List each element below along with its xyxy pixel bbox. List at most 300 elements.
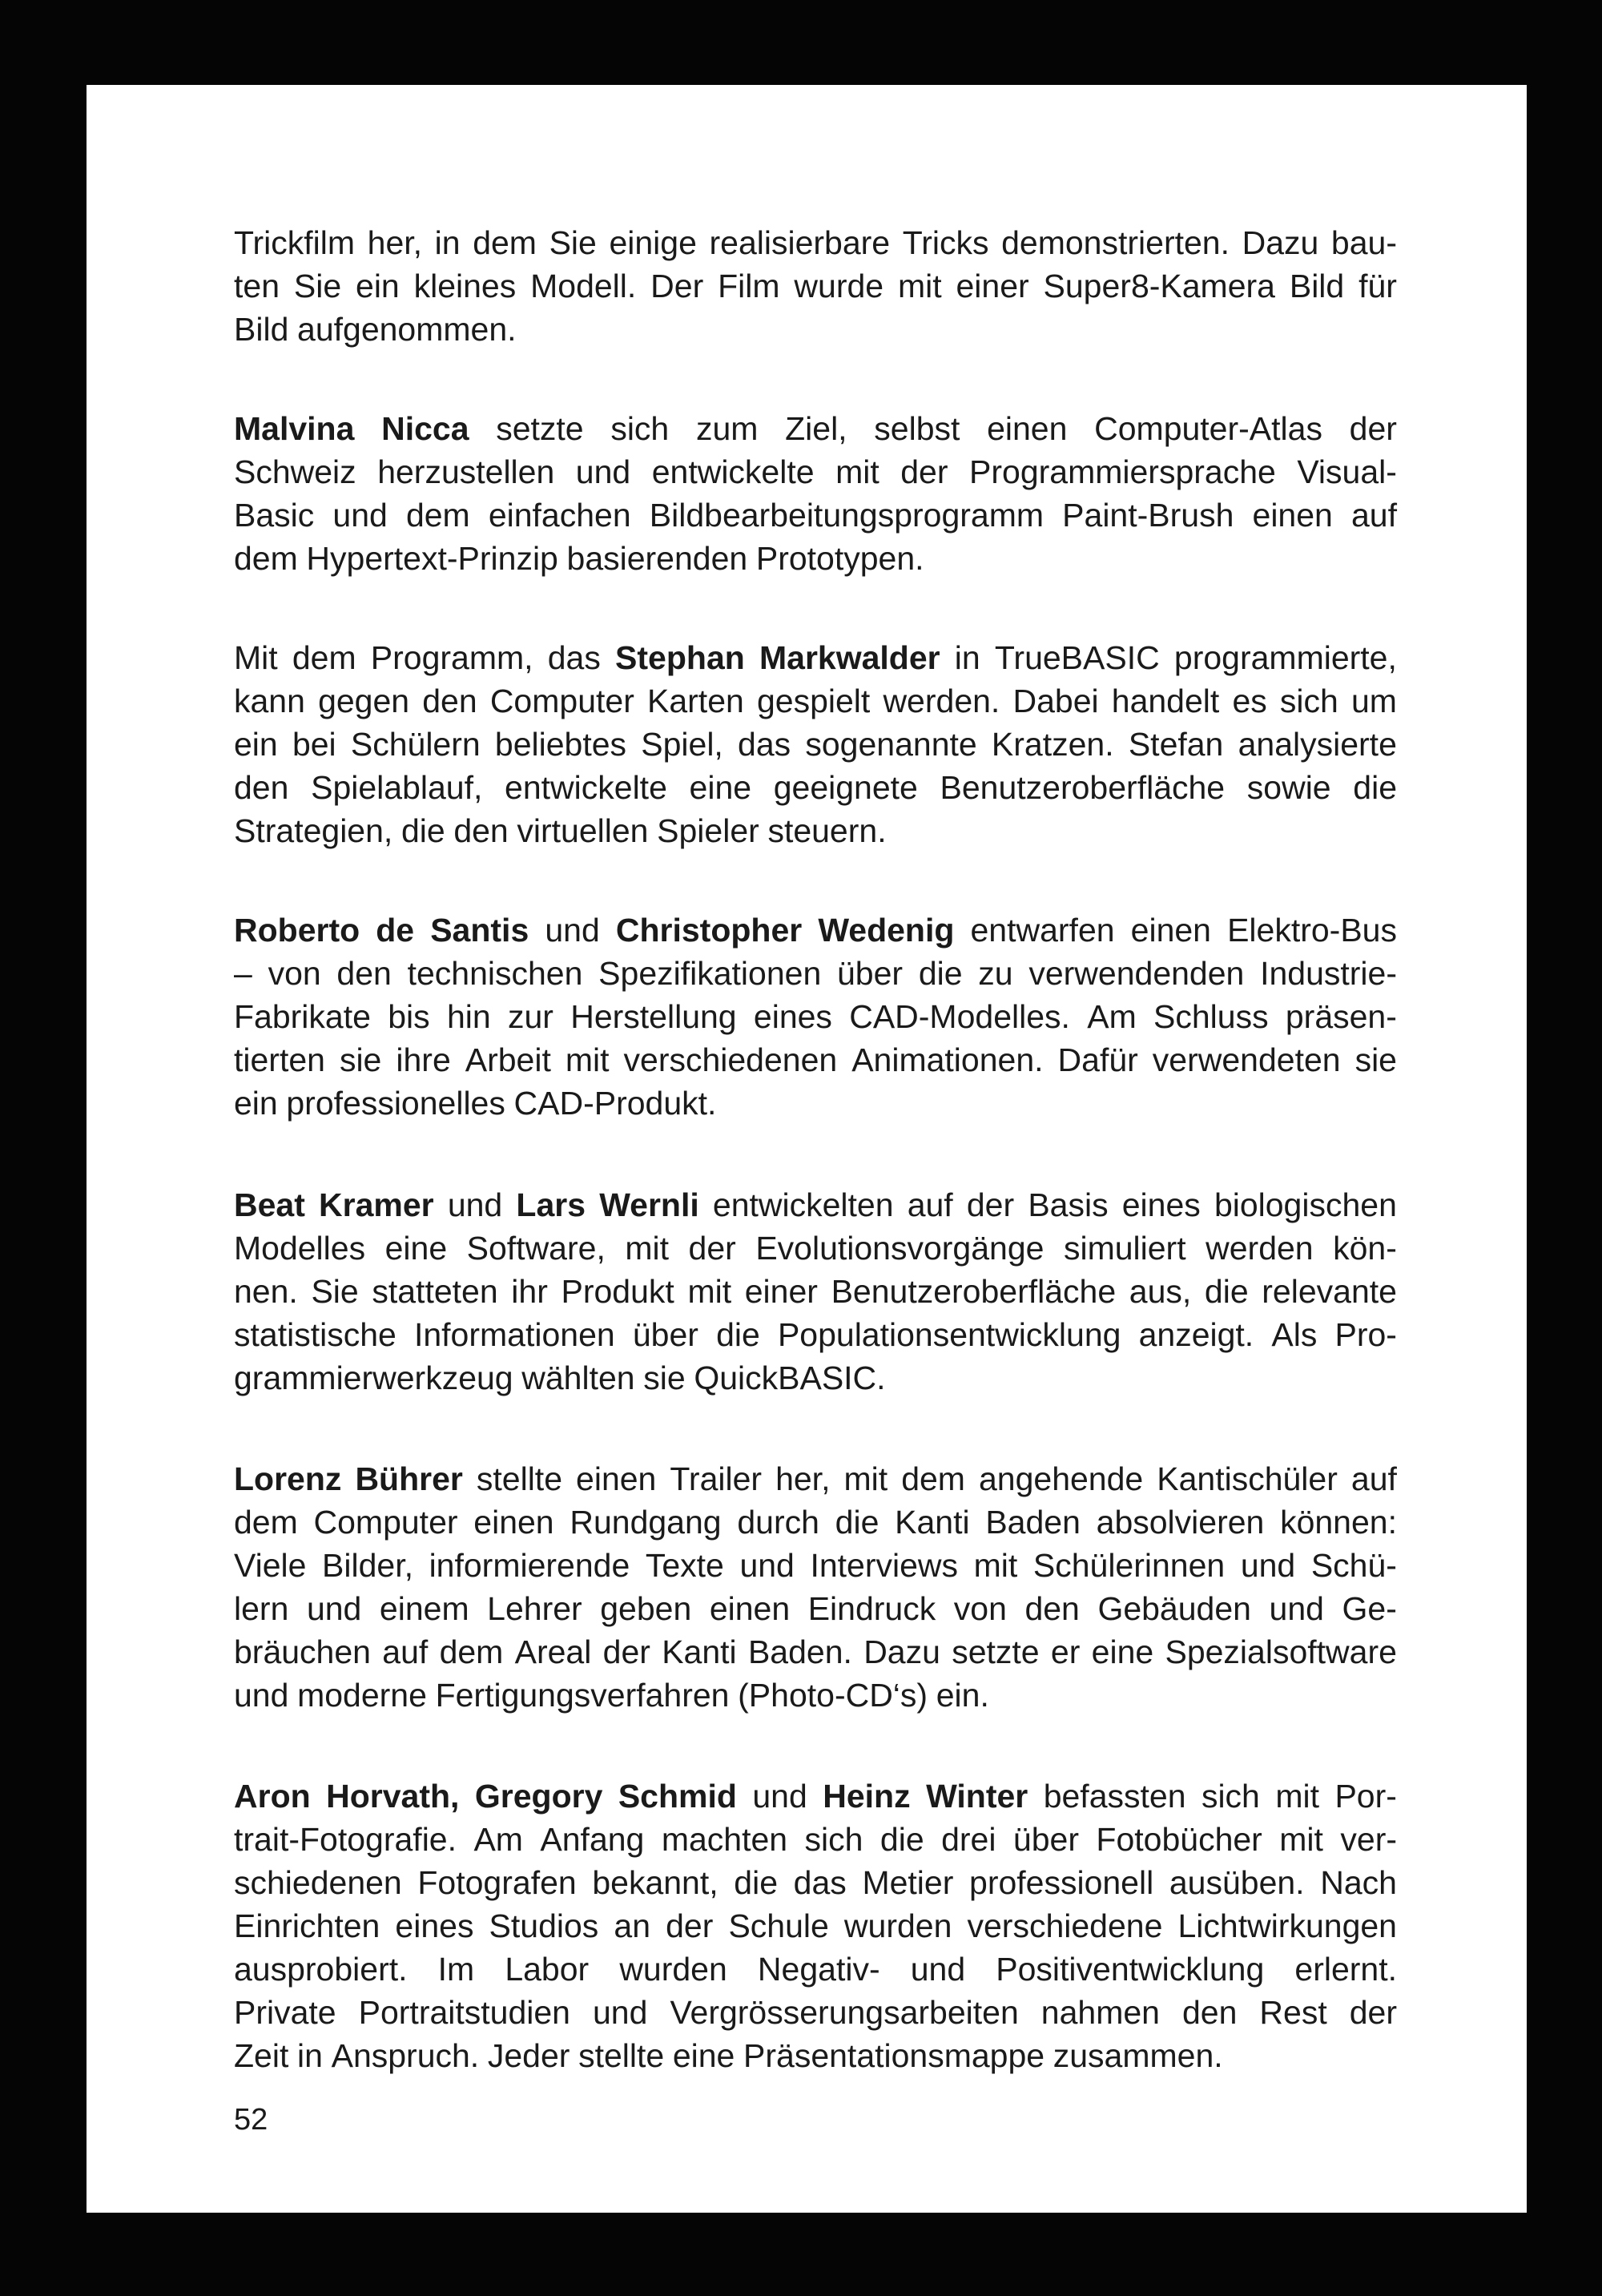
body-text: statteten <box>372 1273 498 1310</box>
body-text: Nach <box>1320 1864 1397 1901</box>
word <box>234 1270 298 1313</box>
bold-name-text: Roberto <box>234 912 360 949</box>
body-text: geben <box>600 1590 692 1627</box>
body-text: (Photo-CD‘s) <box>738 1677 928 1714</box>
body-text: handelt <box>1111 683 1220 719</box>
body-text: eine <box>689 769 752 806</box>
word <box>974 1544 1018 1587</box>
word <box>687 1270 731 1313</box>
body-text: und <box>306 1590 362 1627</box>
body-text: und <box>1240 1547 1296 1584</box>
word <box>292 723 336 766</box>
text-line <box>234 679 1397 723</box>
body-text: Einrichten <box>234 1907 380 1944</box>
body-text: Strategien, <box>234 812 393 849</box>
body-text: dem <box>234 540 298 577</box>
word <box>603 1630 650 1674</box>
word <box>371 636 533 679</box>
body-text: bis <box>388 998 430 1035</box>
body-text: in <box>434 224 461 261</box>
word <box>941 1818 996 1861</box>
body-text: Karten <box>647 683 744 719</box>
text-line <box>234 1774 1397 1818</box>
bold-name-text: Wedenig <box>818 912 955 949</box>
body-text: einer <box>956 268 1029 304</box>
word <box>286 1082 505 1125</box>
word <box>326 1774 459 1818</box>
word <box>473 1818 523 1861</box>
body-text: professionelles <box>286 1085 505 1122</box>
body-text: herzustellen <box>377 453 555 490</box>
body-text: Software, <box>466 1230 606 1267</box>
word <box>936 1674 989 1717</box>
word <box>592 1861 718 1904</box>
word <box>311 766 482 809</box>
word <box>380 1587 469 1630</box>
body-text: und <box>739 1547 795 1584</box>
word <box>234 493 314 537</box>
word <box>1129 723 1224 766</box>
body-text: Fertigungsverfahren <box>435 1677 730 1714</box>
word <box>996 1948 1264 1991</box>
body-text: und <box>593 1994 648 2031</box>
body-text: Spezialsoftware <box>1165 1633 1397 1670</box>
word <box>752 1774 807 1818</box>
word <box>1012 679 1098 723</box>
word <box>609 221 696 264</box>
body-text: gespielt <box>756 683 871 719</box>
text-line <box>234 1457 1397 1500</box>
word <box>616 908 802 952</box>
body-text: QuickBASIC. <box>694 1359 886 1396</box>
body-text: sie <box>1354 1041 1397 1078</box>
word <box>385 1227 448 1270</box>
body-text: Baden. <box>747 1633 852 1670</box>
text-line <box>234 1991 1397 2034</box>
word <box>1202 1774 1260 1818</box>
body-text: ein <box>356 268 400 304</box>
word <box>359 1991 570 2034</box>
body-text: einen <box>1130 912 1211 949</box>
body-text: Sie <box>549 224 597 261</box>
word <box>978 952 1012 995</box>
body-text: Benutzeroberfläche <box>831 1273 1117 1310</box>
body-text: das <box>738 726 791 763</box>
word <box>754 995 832 1038</box>
word <box>234 1861 402 1904</box>
body-text: Produkt <box>561 1273 674 1310</box>
word <box>1353 766 1397 809</box>
word <box>968 1904 1163 1948</box>
body-text: Dazu <box>863 1633 940 1670</box>
word <box>737 1500 819 1544</box>
body-text: den <box>1181 1994 1238 2031</box>
word <box>234 723 278 766</box>
body-text: Kanti <box>662 1633 737 1670</box>
bold-name-text: Markwalder <box>759 639 940 676</box>
body-text: Arbeit <box>465 1041 551 1078</box>
body-text: bekannt, <box>592 1864 718 1901</box>
word <box>234 407 354 450</box>
word <box>234 264 280 308</box>
body-text: professionell <box>969 1864 1154 1901</box>
word <box>652 450 815 493</box>
text-line <box>234 1630 1397 1674</box>
word <box>643 1356 685 1400</box>
body-text: den <box>234 769 289 806</box>
word <box>336 952 391 995</box>
body-text: in <box>297 2037 323 2074</box>
word <box>314 1500 458 1544</box>
body-text: einfachen <box>488 497 631 534</box>
body-text: kön- <box>1333 1230 1397 1267</box>
body-text: den <box>1024 1590 1080 1627</box>
word <box>1028 952 1244 995</box>
bold-name-text: Bührer <box>355 1460 463 1497</box>
word <box>473 221 537 264</box>
body-text: ein <box>234 726 278 763</box>
word <box>610 407 669 450</box>
word <box>1334 1313 1396 1356</box>
word <box>1177 1904 1397 1948</box>
word <box>987 407 1067 450</box>
body-text: Private <box>234 1994 336 2031</box>
body-text: Basic <box>234 497 315 534</box>
word <box>521 1356 634 1400</box>
text-line <box>234 450 1397 493</box>
body-text: Rest <box>1259 1994 1327 2031</box>
word <box>440 1630 504 1674</box>
word <box>234 1948 408 1991</box>
body-text: Am <box>1087 998 1137 1035</box>
body-text: Vergrösserungsarbeiten <box>670 1994 1019 2031</box>
body-text: Basis <box>1028 1186 1109 1223</box>
word <box>778 1313 1121 1356</box>
word <box>438 1948 475 1991</box>
body-text: Mit <box>234 639 278 676</box>
body-text: Kantischüler <box>1157 1460 1338 1497</box>
body-text: Pro- <box>1334 1316 1397 1353</box>
body-text: biologischen <box>1214 1186 1397 1223</box>
body-text: mit <box>687 1273 732 1310</box>
body-text: Fabrikate <box>234 998 371 1035</box>
body-text: eine <box>384 1230 448 1267</box>
body-text: Film <box>718 268 780 304</box>
word <box>745 1270 818 1313</box>
word <box>1062 493 1234 537</box>
body-text: statistische <box>234 1316 396 1353</box>
word <box>1169 1861 1305 1904</box>
body-text: mit <box>973 1547 1018 1584</box>
word <box>831 1270 1117 1313</box>
body-text: Schülern <box>350 726 481 763</box>
word <box>1139 1313 1254 1356</box>
word <box>738 723 791 766</box>
word <box>1112 679 1220 723</box>
word <box>1087 995 1137 1038</box>
body-text: präsen- <box>1285 998 1397 1035</box>
body-text: simuliert <box>1063 1230 1186 1267</box>
bold-name-text: Kramer <box>319 1186 434 1223</box>
body-text: Metier <box>862 1864 954 1901</box>
body-text: und <box>332 497 388 534</box>
body-text: Im <box>437 1951 475 1988</box>
body-text: Kratzen. <box>991 726 1114 763</box>
body-text: den <box>336 955 392 992</box>
word <box>488 2034 570 2077</box>
word <box>883 679 1000 723</box>
word <box>650 493 1044 537</box>
word <box>593 1991 647 2034</box>
word <box>600 1587 691 1630</box>
body-text: Zeit <box>234 2037 289 2074</box>
body-text: sie <box>339 1041 382 1078</box>
word <box>805 1818 863 1861</box>
word <box>578 2034 664 2077</box>
text-line <box>234 1544 1397 1587</box>
word <box>307 1587 361 1630</box>
body-text: steuern. <box>767 812 887 849</box>
body-text: informierende <box>429 1547 630 1584</box>
body-text: Super8-Kamera <box>1043 268 1275 304</box>
word <box>511 1270 548 1313</box>
word <box>487 1587 582 1630</box>
body-text: Elektro-Bus <box>1227 912 1397 949</box>
body-text: demonstrierten. <box>1001 224 1230 261</box>
word <box>1053 2034 1223 2077</box>
word <box>234 1356 513 1400</box>
body-text: dem <box>405 497 470 534</box>
word <box>774 766 918 809</box>
scan-border-top <box>0 0 1602 85</box>
body-text: sich <box>804 1821 863 1858</box>
body-text: auf <box>907 1186 953 1223</box>
word <box>467 1227 606 1270</box>
word <box>694 1356 885 1400</box>
word <box>1013 1818 1079 1861</box>
body-text: stellte <box>476 1460 562 1497</box>
word <box>340 1038 381 1082</box>
body-text: die <box>734 1864 779 1901</box>
body-text: und <box>234 1677 289 1714</box>
body-text: bau- <box>1330 224 1397 261</box>
body-text: zur <box>507 998 553 1035</box>
body-text: Sie <box>293 268 342 304</box>
body-text: und <box>752 1778 807 1815</box>
word <box>995 636 1160 679</box>
body-text: die <box>1353 769 1397 806</box>
body-text: eine <box>672 2037 735 2074</box>
bold-name-text: Lorenz <box>234 1460 342 1497</box>
word <box>311 1270 358 1313</box>
bold-name-text: de <box>376 912 415 949</box>
word <box>1001 221 1230 264</box>
word <box>755 1227 1044 1270</box>
word <box>849 995 1070 1038</box>
body-text: Schweiz <box>234 453 356 490</box>
body-text: Evolutionsvorgänge <box>755 1230 1045 1267</box>
word <box>670 1457 762 1500</box>
word <box>234 995 371 1038</box>
text-line <box>234 1948 1397 1991</box>
word <box>713 1183 894 1227</box>
bold-name-text: Gregory <box>474 1778 603 1815</box>
word <box>414 1313 615 1356</box>
body-text: Paint-Brush <box>1062 497 1234 534</box>
body-text: Areal <box>514 1633 592 1670</box>
word <box>1340 1818 1397 1861</box>
body-text: einem <box>379 1590 469 1627</box>
body-text: für <box>1358 268 1397 304</box>
word <box>422 679 477 723</box>
text-line <box>234 952 1397 995</box>
word <box>351 723 481 766</box>
word <box>739 1544 794 1587</box>
word <box>566 1038 610 1082</box>
body-text: befassten <box>1043 1778 1186 1815</box>
body-text: Programmiersprache <box>969 453 1276 490</box>
body-text: können: <box>1280 1504 1397 1541</box>
word <box>880 1818 924 1861</box>
body-text: und <box>1269 1590 1324 1627</box>
body-text: Tricks <box>902 224 989 261</box>
body-text: kann <box>234 683 305 719</box>
body-text: Programm, <box>370 639 533 676</box>
body-text: aus, <box>1129 1273 1192 1310</box>
word <box>666 1904 713 1948</box>
body-text: kleines <box>413 268 517 304</box>
word <box>851 1038 1043 1082</box>
body-text: verschiedene <box>967 1907 1163 1944</box>
text-line <box>234 766 1397 809</box>
body-text: Visual- <box>1297 453 1397 490</box>
word <box>805 723 976 766</box>
word <box>969 450 1276 493</box>
word <box>738 1674 928 1717</box>
body-text: CAD-Produkt. <box>513 1085 717 1122</box>
body-text: und <box>910 1951 966 1988</box>
word <box>625 1227 669 1270</box>
body-text: basierenden <box>566 540 748 577</box>
word <box>234 1674 288 1717</box>
word <box>911 1948 965 1991</box>
word <box>234 1313 396 1356</box>
word <box>549 221 597 264</box>
body-text: der <box>966 1186 1015 1223</box>
word <box>1311 1544 1397 1587</box>
word <box>901 1457 965 1500</box>
word <box>650 264 703 308</box>
body-text: den <box>453 812 509 849</box>
word <box>1024 1587 1079 1630</box>
paragraph-lorenz-buehrer <box>234 1457 1397 1717</box>
word <box>355 1457 462 1500</box>
body-text: das <box>793 1864 847 1901</box>
word <box>862 1861 953 1904</box>
body-text: zusammen. <box>1053 2037 1223 2074</box>
word <box>619 1948 727 1991</box>
body-text: setzte <box>496 410 584 447</box>
word <box>1131 908 1211 952</box>
word <box>430 908 529 952</box>
word <box>758 1948 880 1991</box>
word <box>992 723 1114 766</box>
body-text: auf <box>1350 497 1397 534</box>
body-text: Rundgang <box>570 1504 722 1541</box>
word <box>372 1270 497 1313</box>
bold-name-text: Wernli <box>599 1186 699 1223</box>
word <box>1122 1183 1201 1227</box>
word <box>969 1861 1153 1904</box>
word <box>1044 1774 1186 1818</box>
body-text: dem <box>473 224 537 261</box>
word <box>401 809 445 852</box>
body-text: virtuellen <box>517 812 649 849</box>
word <box>979 1457 1143 1500</box>
body-text: Bildbearbeitungsprogramm <box>649 497 1045 534</box>
text-line <box>234 1861 1397 1904</box>
word <box>1242 221 1319 264</box>
word <box>919 952 963 995</box>
body-text: programmierte, <box>1173 639 1397 676</box>
body-text: Populationsentwicklung <box>777 1316 1121 1353</box>
word <box>234 636 278 679</box>
body-text: Schü- <box>1310 1547 1397 1584</box>
word <box>794 1861 847 1904</box>
body-text: Spezifikationen <box>598 955 822 992</box>
word <box>835 450 879 493</box>
word <box>1279 1818 1323 1861</box>
body-text: machten <box>661 1821 788 1858</box>
word <box>576 1457 656 1500</box>
word <box>1351 679 1397 723</box>
body-text: durch <box>737 1504 819 1541</box>
body-text: über <box>632 1316 698 1353</box>
word <box>297 1674 427 1717</box>
word <box>1275 1774 1319 1818</box>
body-text: um <box>1350 683 1397 719</box>
word <box>489 1904 599 1948</box>
body-text: drei <box>941 1821 996 1858</box>
text-line <box>234 908 1397 952</box>
text-line <box>234 221 1397 264</box>
word <box>292 636 356 679</box>
word <box>662 1818 787 1861</box>
word <box>1320 1861 1397 1904</box>
word <box>718 264 779 308</box>
bold-name-text: Horvath, <box>326 1778 460 1815</box>
word <box>1097 1587 1251 1630</box>
body-text: er <box>1050 1633 1081 1670</box>
body-text: lern <box>234 1590 289 1627</box>
word <box>1342 1587 1397 1630</box>
paragraph-elektro-bus <box>234 908 1397 1125</box>
word <box>1358 264 1397 308</box>
body-text: Dafür <box>1057 1041 1138 1078</box>
body-text: Bild <box>1289 268 1345 304</box>
word <box>903 221 989 264</box>
body-text: ein. <box>936 1677 989 1714</box>
word <box>448 1183 502 1227</box>
text-line <box>234 493 1397 537</box>
body-text: bei <box>292 726 336 763</box>
body-text: TrueBASIC <box>994 639 1160 676</box>
body-text: anzeigt. <box>1138 1316 1254 1353</box>
body-text: gegen <box>318 683 410 719</box>
word <box>1253 493 1333 537</box>
bold-name-text: Beat <box>234 1186 305 1223</box>
body-text: mit <box>843 1460 888 1497</box>
